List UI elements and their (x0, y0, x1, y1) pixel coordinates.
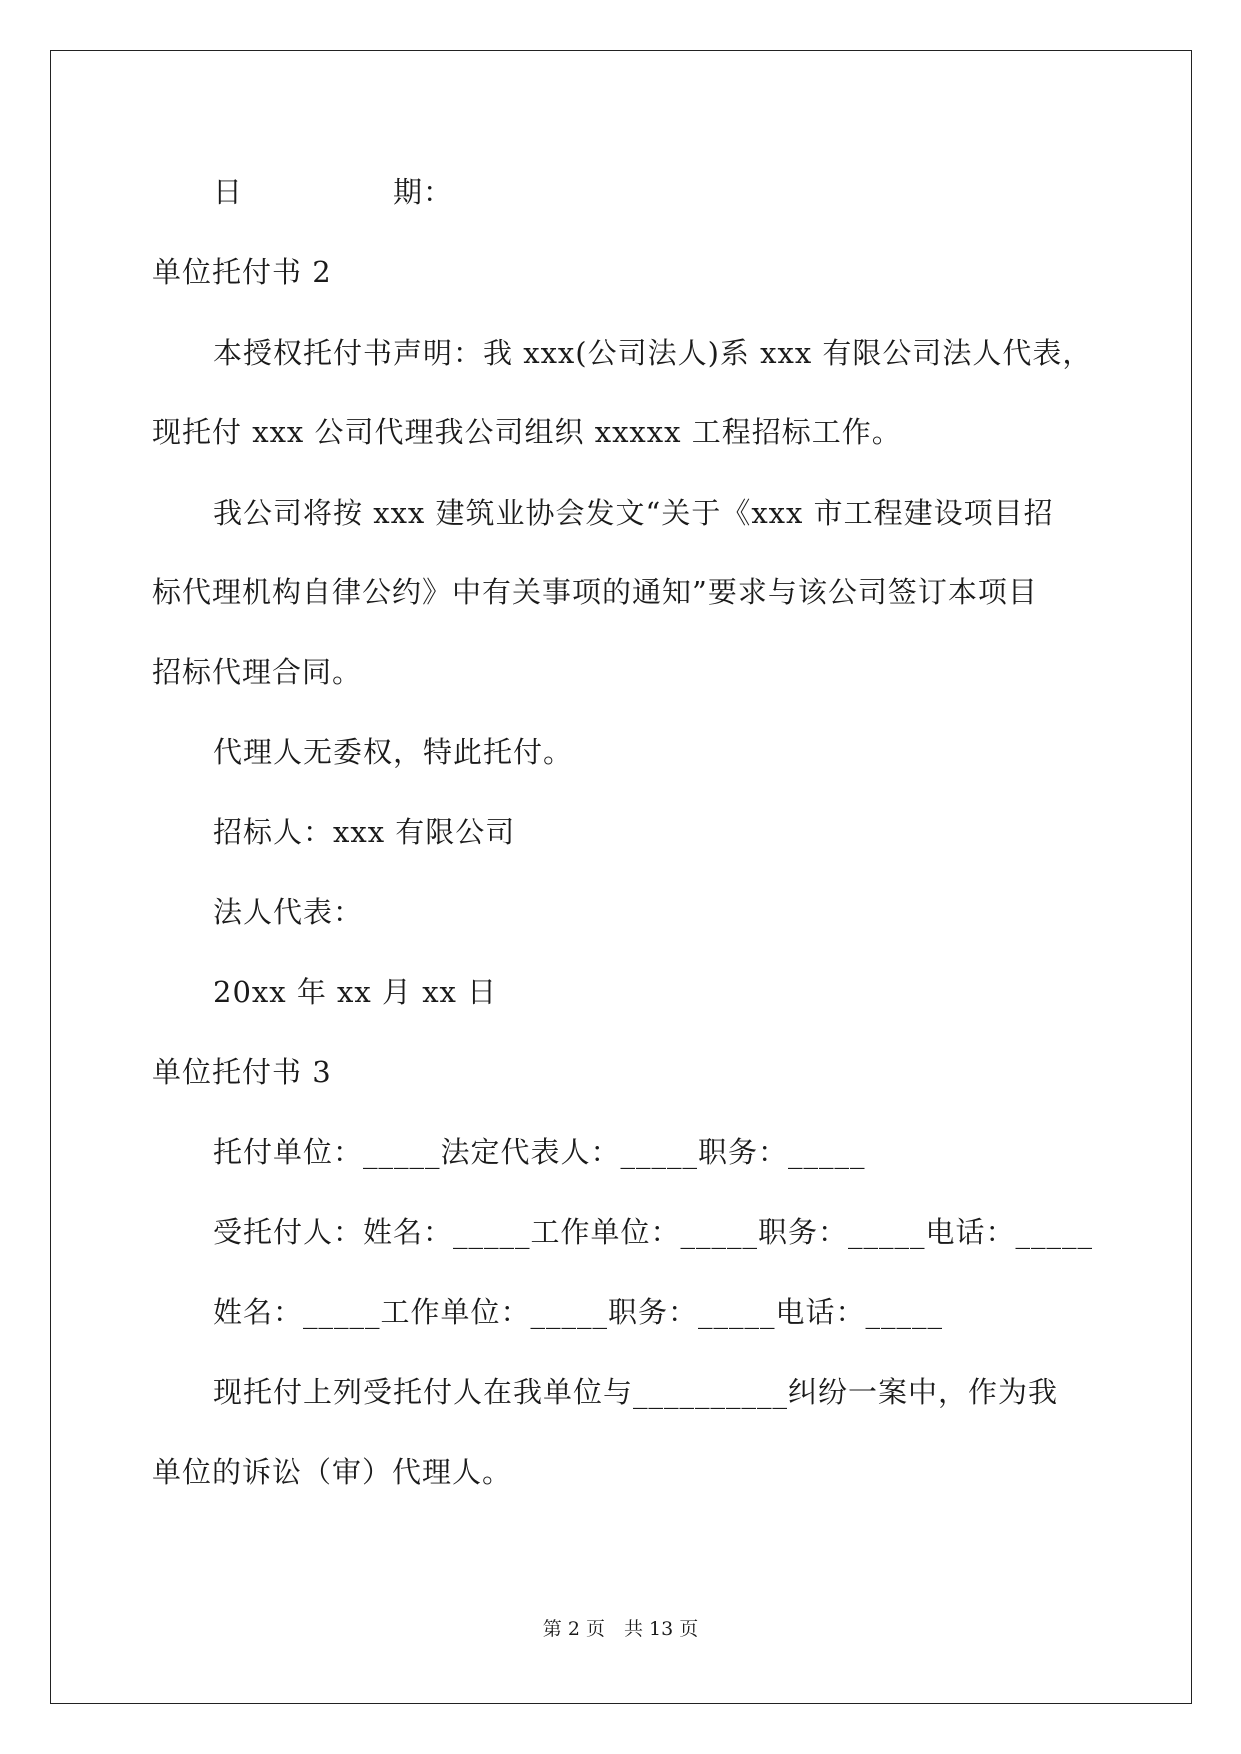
paragraph-line: 标代理机构自律公约》中有关事项的通知”要求与该公司签订本项目 (152, 575, 1038, 609)
date-label: 日 期： (213, 175, 454, 209)
section-heading-2: 单位托付书 2 (152, 255, 332, 289)
section-heading-3: 单位托付书 3 (152, 1055, 332, 1089)
page-number: 第 2 页 共 13 页 (542, 1618, 699, 1640)
form-line: 托付单位：_____法定代表人：_____职务：_____ (213, 1135, 866, 1169)
paragraph-line: 现托付 xxx 公司代理我公司组织 xxxxx 工程招标工作。 (152, 415, 902, 449)
paragraph-line: 代理人无委权，特此托付。 (213, 735, 574, 769)
paragraph-line: 单位的诉讼（审）代理人。 (152, 1455, 513, 1489)
paragraph-line: 本授权托付书声明：我 xxx(公司法人)系 xxx 有限公司法人代表， (213, 336, 1093, 370)
legal-rep-line: 法人代表： (213, 895, 364, 929)
form-line: 受托付人：姓名：_____工作单位：_____职务：_____电话：_____ (213, 1215, 1094, 1249)
paragraph-line: 我公司将按 xxx 建筑业协会发文“关于《xxx 市工程建设项目招 (213, 496, 1054, 530)
tenderer-line: 招标人：xxx 有限公司 (213, 815, 516, 849)
form-line: 姓名：_____工作单位：_____职务：_____电话：_____ (213, 1295, 944, 1329)
date-line: 20xx 年 xx 月 xx 日 (213, 975, 498, 1009)
paragraph-line: 招标代理合同。 (152, 655, 363, 689)
paragraph-line: 现托付上列受托付人在我单位与__________纠纷一案中，作为我 (213, 1375, 1059, 1409)
